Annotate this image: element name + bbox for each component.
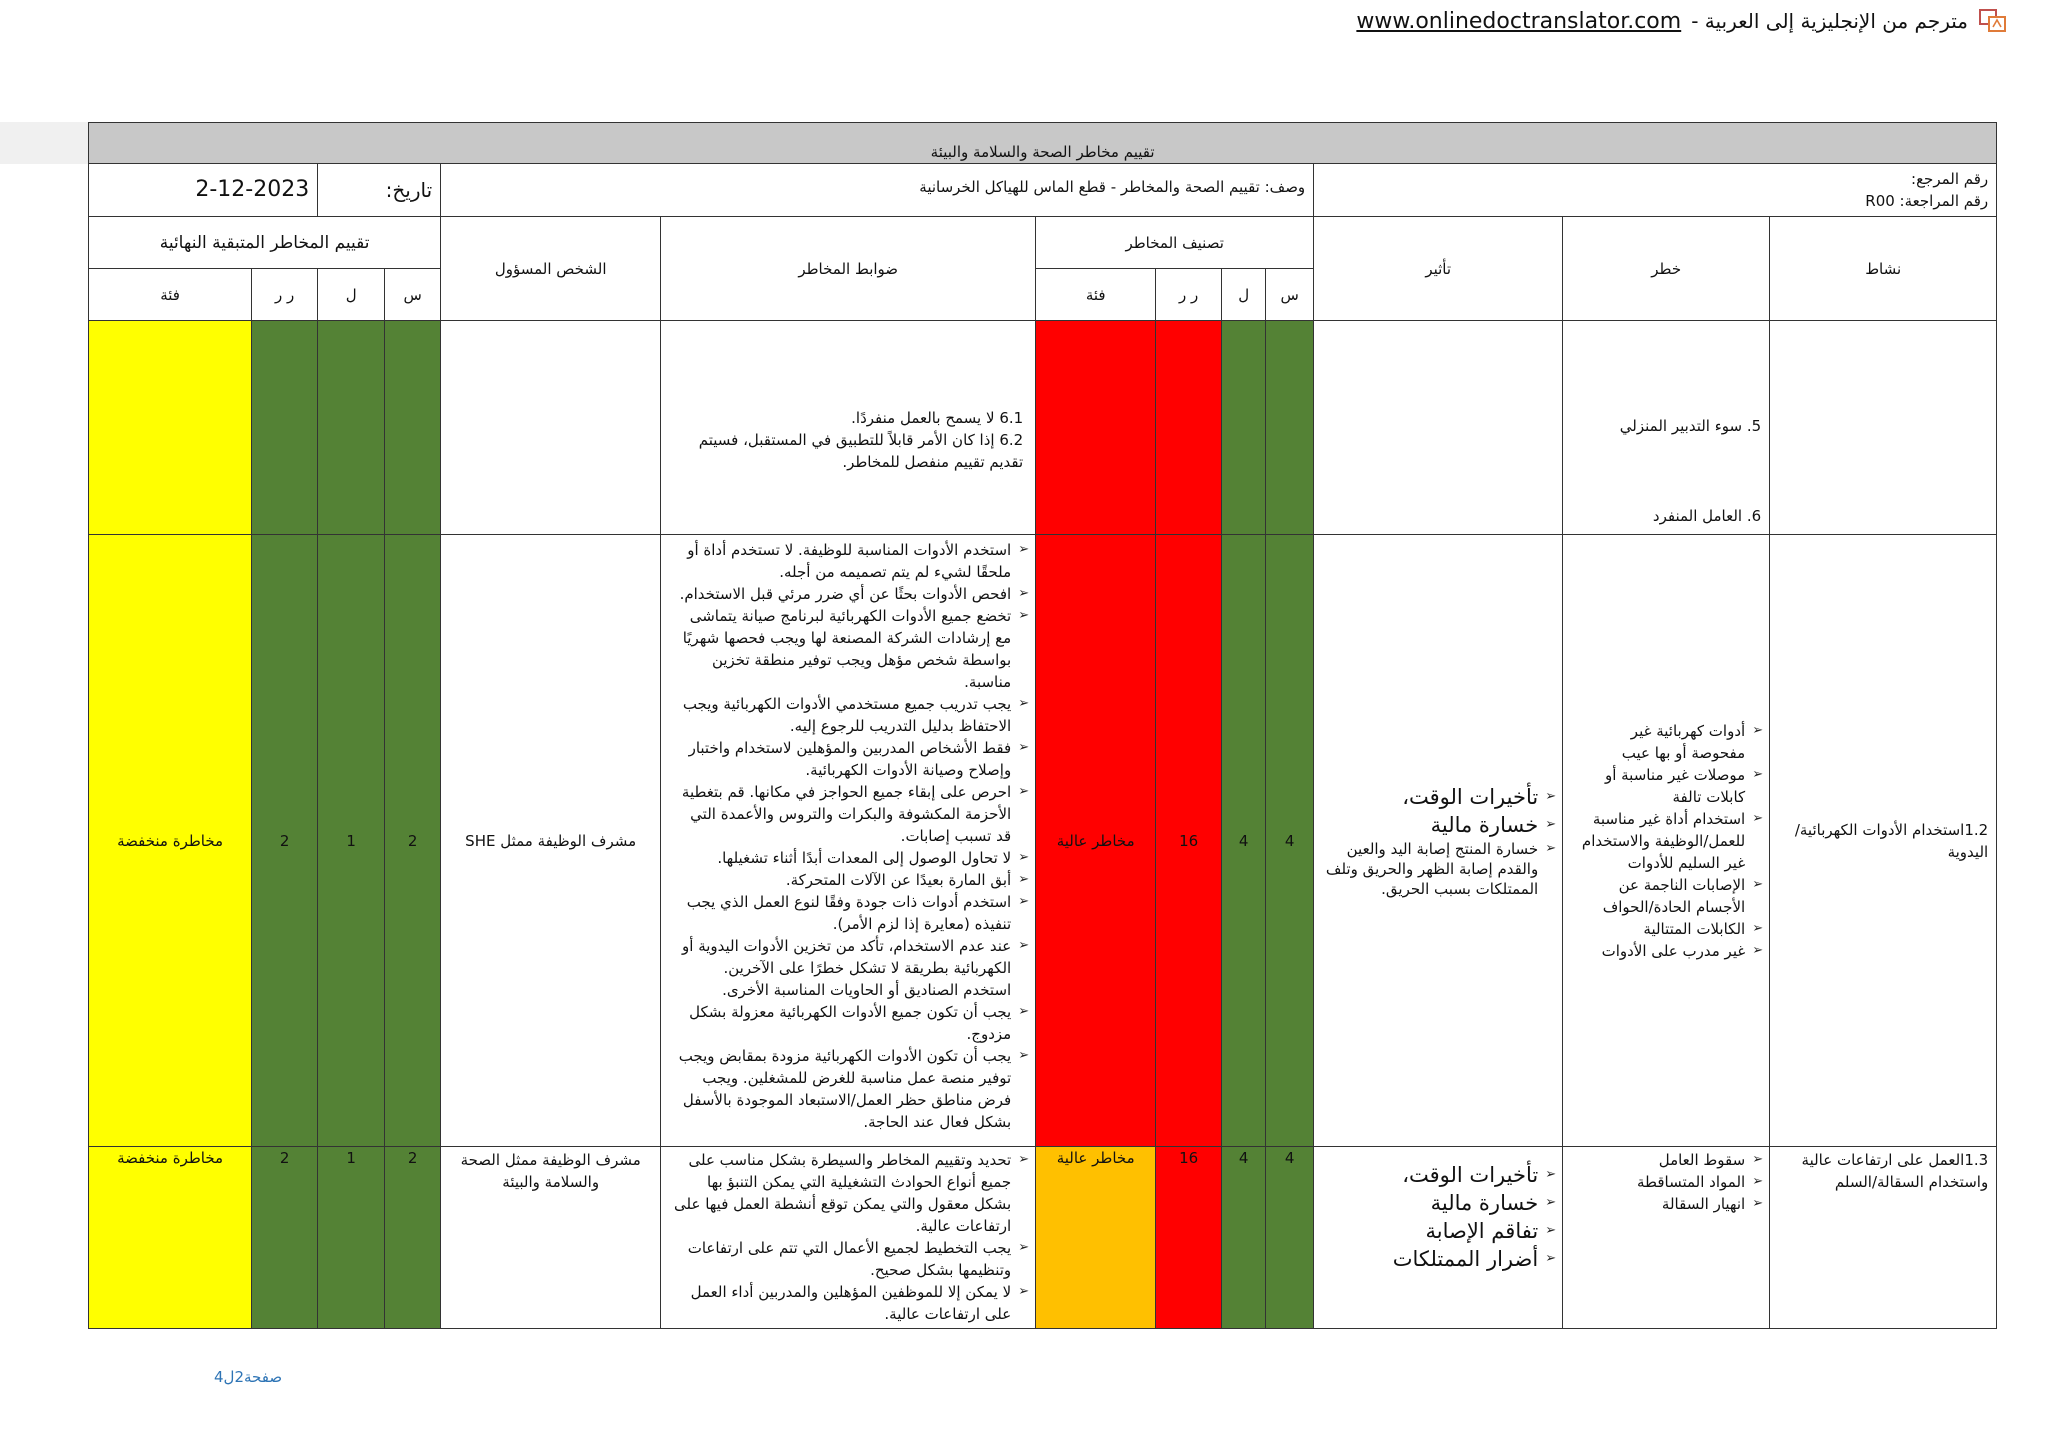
impact-cell [1314,535,1563,1147]
header-hazard: خطر [1563,217,1770,321]
activity-cell [1770,321,1997,535]
hazard-item: ➢ انهيار السقالة [1573,1193,1761,1215]
date-value: 2-12-2023 [89,164,318,217]
control-item: ➢ يجب التخطيط لجميع الأعمال التي تتم على ارتفاعات وتنظيمها بشكل صحيح. [671,1237,1027,1281]
impact-cell [1314,1147,1563,1329]
res-l-cell: 1 [318,535,385,1147]
control-item: ➢ تخضع جميع الأدوات الكهربائية لبرنامج صيانة يتماشى مع إرشادات الشركة المصنعة لها ويجب فحصها شهريًا بواسطة شخص مؤهل ويجب توفير منطقة تخزين مناسبة. [671,605,1027,693]
control-item: ➢ تحديد وتقييم المخاطر والسيطرة بشكل مناسب على جميع أنواع الحوادث التشغيلية التي يمكن التنبؤ بها بشكل معقول والتي يمكن توقع أنشطة العمل فيها على ارتفاعات عالية. [671,1149,1027,1237]
control-item: 6.1 لا يسمح بالعمل منفردًا. [851,409,1024,427]
hazard-item: ➢ الكابلات المتتالية [1573,918,1761,940]
table-row [89,535,1997,1147]
s-cell: 4 [1266,1147,1314,1329]
impact-item: ➢ تأخيرات الوقت، [1324,783,1554,811]
hazard-item: 5. سوء التدبير المنزلي [1619,417,1762,435]
l-cell [1222,321,1266,535]
ref-label: رقم المرجع: [1911,170,1989,188]
controls-cell [661,321,1036,535]
res-l-cell [318,321,385,535]
hazard-item: ➢ استخدام أداة غير مناسبة للعمل/الوظيفة والاستخدام غير السليم للأدوات [1573,808,1761,874]
res-rr-cell [252,321,318,535]
revision-label: رقم المراجعة: R00 [1865,192,1989,210]
table-row [89,1147,1997,1329]
impact-item: ➢ خسارة المنتج إصابة اليد والعين والقدم إصابة الظهر والحريق وتلف الممتلكات بسبب الحريق. [1324,839,1554,899]
impact-item: ➢ خسارة مالية [1324,811,1554,839]
document-title: تقييم مخاطر الصحة والسلامة والبيئة [89,123,1997,164]
hazard-item: ➢ سقوط العامل [1573,1149,1761,1171]
responsible-cell: مشرف الوظيفة ممثل SHE [441,535,661,1147]
control-item: ➢ يجب أن تكون جميع الأدوات الكهربائية معزولة بشكل مزدوج. [671,1001,1027,1045]
control-item: ➢ افحص الأدوات بحثًا عن أي ضرر مرئي قبل الاستخدام. [671,583,1027,605]
category-cell: مخاطر عالية [1036,1147,1156,1329]
header-category: فئة [1036,269,1156,321]
header-res-rr: ر ر [252,269,318,321]
l-cell: 4 [1222,535,1266,1147]
l-cell: 4 [1222,1147,1266,1329]
hazard-item: ➢ المواد المتساقطة [1573,1171,1761,1193]
res-rr-cell: 2 [252,535,318,1147]
translator-logo-icon [1978,8,2008,34]
activity-cell: 1.3العمل على ارتفاعات عالية واستخدام السقالة/السلم [1770,1147,1997,1329]
hazard-item: ➢ موصلات غير مناسبة أو كابلات تالفة [1573,764,1761,808]
header-risk-class: تصنيف المخاطر [1036,217,1314,269]
page-number: صفحة2ل4 [214,1368,283,1386]
controls-cell [661,535,1036,1147]
rr-cell: 16 [1156,535,1222,1147]
control-item: ➢ يجب أن تكون الأدوات الكهربائية مزودة بمقابض ويجب توفير منصة عمل مناسبة للغرض للمشغلين. ويجب فرض مناطق حظر العمل/الاستبعاد الموجودة بالأسفل بشكل فعال عند الحاجة. [671,1045,1027,1133]
category-cell: مخاطر عالية [1036,535,1156,1147]
responsible-cell: مشرف الوظيفة ممثل الصحة والسلامة والبيئة [441,1147,661,1329]
risk-table [88,122,1997,1329]
translator-link[interactable]: www.onlinedoctranslator.com [1356,8,1682,34]
control-item: ➢ عند عدم الاستخدام، تأكد من تخزين الأدوات اليدوية أو الكهربائية بطريقة لا تشكل خطرًا على الآخرين. استخدم الصناديق أو الحاويات المناسبة الأخرى. [671,935,1027,1001]
res-category-cell: مخاطرة منخفضة [89,1147,252,1329]
hazard-cell [1563,535,1770,1147]
activity-cell: 1.2استخدام الأدوات الكهربائية/اليدوية [1770,535,1997,1147]
header-res-s: س [385,269,441,321]
header-res-l: ل [318,269,385,321]
res-category-cell [89,321,252,535]
translator-banner [1356,8,2008,34]
header-s: س [1266,269,1314,321]
translator-label: مترجم من الإنجليزية إلى العربية - [1691,9,1968,33]
hazard-item: ➢ الإصابات الناجمة عن الأجسام الحادة/الحواف [1573,874,1761,918]
category-cell [1036,321,1156,535]
res-s-cell: 2 [385,1147,441,1329]
res-category-cell: مخاطرة منخفضة [89,535,252,1147]
date-label: تاريخ: [318,164,441,217]
header-impact: تأثير [1314,217,1563,321]
hazard-cell [1563,321,1770,535]
header-controls: ضوابط المخاطر [661,217,1036,321]
hazard-item: 6. العامل المنفرد [1652,507,1762,525]
control-item: ➢ احرص على إبقاء جميع الحواجز في مكانها. قم بتغطية الأحزمة المكشوفة والبكرات والتروس والأعمدة التي قد تسبب إصابات. [671,781,1027,847]
hazard-item: ➢ غير مدرب على الأدوات [1573,940,1761,962]
s-cell: 4 [1266,535,1314,1147]
control-item: ➢ لا تحاول الوصول إلى المعدات أبدًا أثناء تشغيلها. [671,847,1027,869]
control-item: 6.2 إذا كان الأمر قابلاً للتطبيق في المستقبل، فسيتم تقديم تقييم منفصل للمخاطر. [698,431,1024,471]
reference-cell [1314,164,1997,217]
impact-item: ➢ تأخيرات الوقت، [1324,1161,1554,1189]
control-item: ➢ استخدم أدوات ذات جودة وفقًا لنوع العمل الذي يجب تنفيذه (معايرة إذا لزم الأمر). [671,891,1027,935]
rr-cell: 16 [1156,1147,1222,1329]
impact-item: ➢ أضرار الممتلكات [1324,1245,1554,1273]
res-s-cell [385,321,441,535]
hazard-cell [1563,1147,1770,1329]
control-item: ➢ لا يمكن إلا للموظفين المؤهلين والمدربين أداء العمل على ارتفاعات عالية. [671,1281,1027,1325]
table-row [89,321,1997,535]
header-res-category: فئة [89,269,252,321]
responsible-cell [441,321,661,535]
controls-cell [661,1147,1036,1329]
header-l: ل [1222,269,1266,321]
impact-item: ➢ خسارة مالية [1324,1189,1554,1217]
control-item: ➢ فقط الأشخاص المدربين والمؤهلين لاستخدام واختبار وإصلاح وصيانة الأدوات الكهربائية. [671,737,1027,781]
rr-cell [1156,321,1222,535]
impact-cell [1314,321,1563,535]
res-rr-cell: 2 [252,1147,318,1329]
description-cell: وصف: تقييم الصحة والمخاطر - قطع الماس للهياكل الخرسانية [441,164,1314,217]
header-activity: نشاط [1770,217,1997,321]
control-item: ➢ استخدم الأدوات المناسبة للوظيفة. لا تستخدم أداة أو ملحقًا لشيء لم يتم تصميمه من أجله. [671,539,1027,583]
header-residual: تقييم المخاطر المتبقية النهائية [89,217,441,269]
s-cell [1266,321,1314,535]
risk-assessment-sheet [88,122,1996,1329]
control-item: ➢ أبق المارة بعيدًا عن الآلات المتحركة. [671,869,1027,891]
header-responsible: الشخص المسؤول [441,217,661,321]
header-rr: ر ر [1156,269,1222,321]
hazard-item: ➢ أدوات كهربائية غير مفحوصة أو بها عيب [1573,720,1761,764]
control-item: ➢ يجب تدريب جميع مستخدمي الأدوات الكهربائية ويجب الاحتفاظ بدليل التدريب للرجوع إليه. [671,693,1027,737]
res-s-cell: 2 [385,535,441,1147]
res-l-cell: 1 [318,1147,385,1329]
impact-item: ➢ تفاقم الإصابة [1324,1217,1554,1245]
